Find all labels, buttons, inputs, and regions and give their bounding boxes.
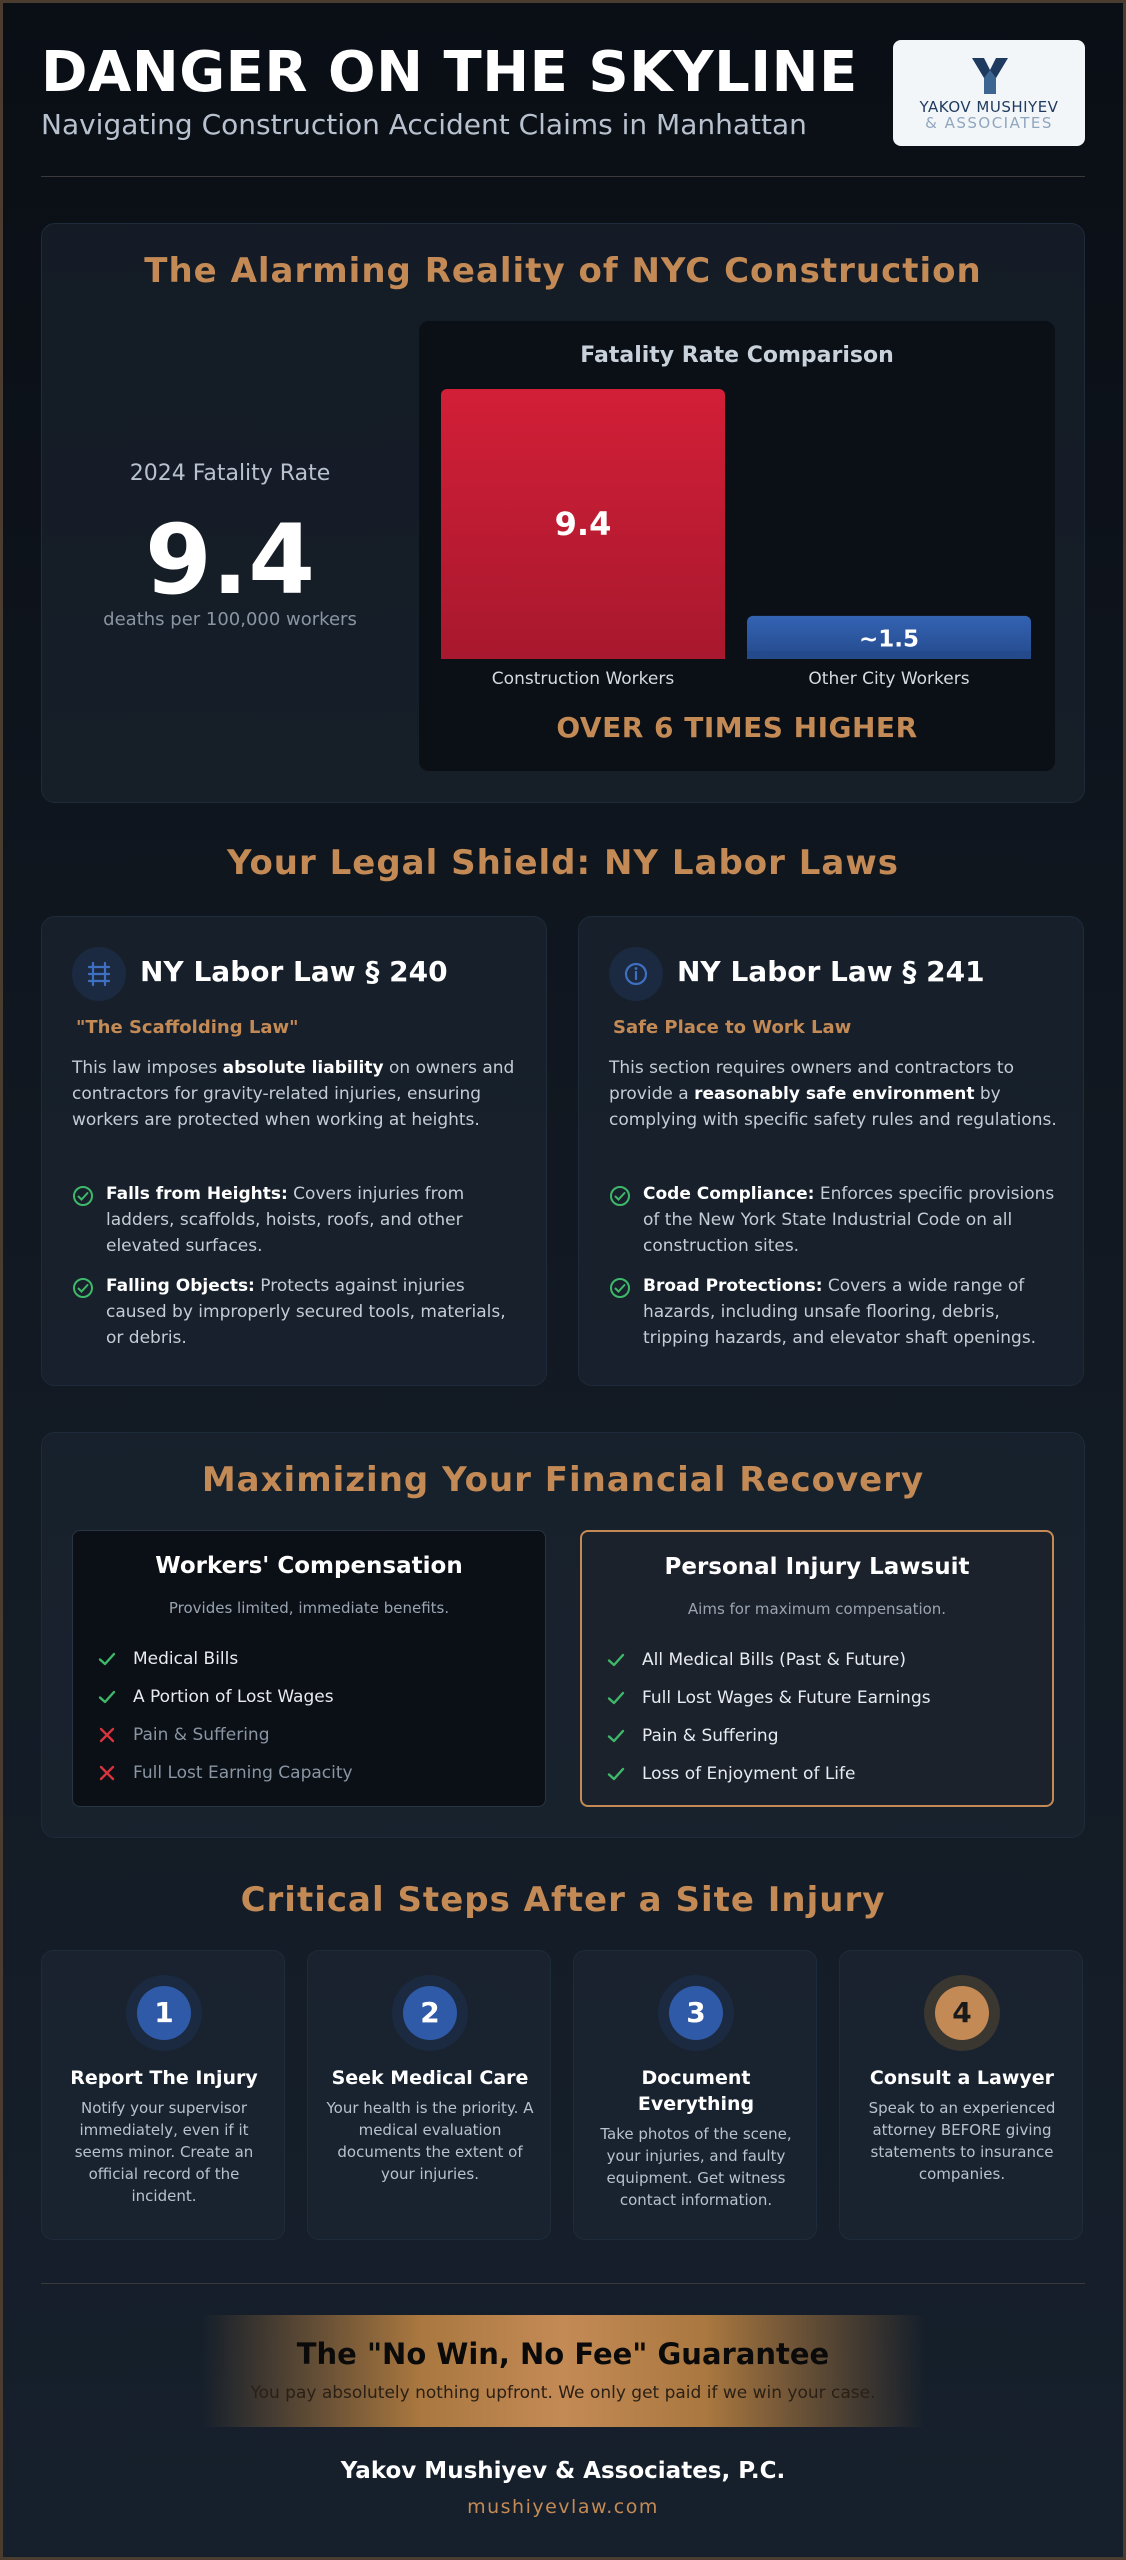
step-2-desc: Your health is the priority. A medical evaluation documents the extent of your injuries. [326,2099,534,2183]
reality-section [41,223,1085,803]
law-241-body-bold: reasonably safe environment [694,1084,975,1104]
check-icon [606,1726,626,1746]
check-circle-icon [72,1277,94,1299]
footer-firm-name: Yakov Mushiyev & Associates, P.C. [340,2458,786,2484]
law-241-body-post: by complying with specific safety rules and regulations. [609,1084,1057,1130]
category-label-2: Other City Workers [808,669,970,689]
check-circle-icon [609,1277,631,1299]
logo-name: YAKOV MUSHIYEV [919,98,1059,116]
workers-comp-title: Workers' Compensation [155,1553,463,1579]
guarantee-title: The "No Win, No Fee" Guarantee [296,2337,830,2371]
personal-injury-title: Personal Injury Lawsuit [664,1554,970,1580]
step-3-ring [658,1975,734,2051]
page-subtitle: Navigating Construction Accident Claims in Manhattan [41,108,807,141]
step-card-1 [41,1950,285,2240]
step-1-title: Report The Injury [70,2067,258,2089]
law-241-subtitle: Safe Place to Work Law [613,1017,852,1038]
step-2-title: Seek Medical Care [331,2067,529,2089]
header-divider [41,176,1085,177]
wc-item-3 [97,1723,527,1747]
check-icon [606,1650,626,1670]
bullet-lead: Falls from Heights: [106,1184,288,1204]
bullet-text: Covers a wide range of hazards, including unsafe flooring, debris, tripping hazards, and elevator shaft openings. [643,1276,1037,1348]
stat-value: 9.4 [144,504,316,616]
bar-2-value-label: ~1.5 [858,626,920,653]
page-title: DANGER ON THE SKYLINE [41,40,858,105]
step-4-ring [924,1975,1000,2051]
pi-item-label: All Medical Bills (Past & Future) [642,1650,906,1670]
wc-item-label: Pain & Suffering [133,1725,270,1745]
check-icon [606,1688,626,1708]
law-241-body [609,1055,1065,1133]
law-240-title: NY Labor Law § 240 [140,955,448,988]
wc-item-4 [97,1761,527,1785]
law-card-241 [578,916,1084,1386]
cross-icon [97,1725,117,1745]
bullet-lead: Code Compliance: [643,1184,815,1204]
law-240-body-post: on owners and contractors for gravity-related injuries, ensuring workers are protected when working at heights. [72,1058,515,1130]
law-241-body-pre: This section requires owners and contractors to provide a [609,1058,1014,1104]
law-card-240 [41,916,547,1386]
law-240-body-pre: This law imposes [72,1058,223,1078]
step-1-number: 1 [137,1986,191,2040]
step-4-number: 4 [935,1986,989,2040]
laws-title: Your Legal Shield: NY Labor Laws [226,843,900,883]
chart-canvas [419,321,1055,771]
check-icon [97,1687,117,1707]
chart-title: Fatality Rate Comparison [580,343,894,368]
bar-1-base [441,651,725,659]
logo-y-icon [970,56,1010,96]
bullet-lead: Broad Protections: [643,1276,823,1296]
law-240-bullet-2-text [106,1273,528,1351]
guarantee-text: You pay absolutely nothing upfront. We only get paid if we win your case. [250,2383,876,2403]
step-2-ring [392,1975,468,2051]
step-3-desc: Take photos of the scene, your injuries, and faulty equipment. Get witness contact information. [600,2125,792,2209]
pi-item-2 [606,1686,1036,1710]
law-241-bullet-1-text [643,1181,1065,1259]
step-1-ring [126,1975,202,2051]
bullet-text: Covers injuries from ladders, scaffolds, hoists, roofs, and other elevated surfaces. [106,1184,465,1256]
stat-label: 2024 Fatality Rate [129,461,331,486]
pi-item-label: Loss of Enjoyment of Life [642,1764,856,1784]
check-icon [97,1649,117,1669]
chart-note: OVER 6 TIMES HIGHER [556,711,918,744]
footer-divider [41,2283,1085,2284]
footer-website-link[interactable]: mushiyevlaw.com [467,2496,659,2518]
step-3-title: Document Everything [637,2067,755,2115]
guarantee-banner [201,2315,925,2427]
pi-item-label: Pain & Suffering [642,1726,779,1746]
law-240-body-bold: absolute liability [222,1058,384,1078]
wc-item-2 [97,1685,527,1709]
step-1-desc: Notify your supervisor immediately, even if it seems minor. Create an official record of the incident. [74,2099,254,2205]
law-241-bullet-2-text [643,1273,1065,1351]
law-241-title: NY Labor Law § 241 [677,955,985,988]
reality-title: The Alarming Reality of NYC Construction [144,251,982,291]
law-240-bullet-1-text [106,1181,528,1259]
law-240-subtitle: "The Scaffolding Law" [76,1017,299,1038]
bullet-lead: Falling Objects: [106,1276,255,1296]
info-icon [609,947,663,1001]
bullet-text: Protects against injuries caused by improperly secured tools, materials, or debris. [106,1276,506,1348]
check-icon [606,1764,626,1784]
step-4-title: Consult a Lawyer [869,2067,1055,2089]
step-card-2 [307,1950,551,2240]
personal-injury-desc: Aims for maximum compensation. [687,1600,947,1618]
wc-item-label: Medical Bills [133,1649,239,1669]
personal-injury-box [580,1530,1054,1807]
step-2-number: 2 [403,1986,457,2040]
pi-item-4 [606,1762,1036,1786]
pi-item-label: Full Lost Wages & Future Earnings [642,1688,931,1708]
recovery-section [41,1432,1085,1838]
pi-item-1 [606,1648,1036,1672]
steps-title: Critical Steps After a Site Injury [240,1880,886,1920]
cross-icon [97,1763,117,1783]
bar-1-value-label: 9.4 [554,505,612,543]
header [41,40,1085,150]
pi-item-3 [606,1724,1036,1748]
stat-unit: deaths per 100,000 workers [103,609,357,630]
workers-comp-desc: Provides limited, immediate benefits. [168,1599,450,1617]
step-3-number: 3 [669,1986,723,2040]
law-240-body [72,1055,528,1133]
wc-item-1 [97,1647,527,1671]
step-card-3 [573,1950,817,2240]
wc-item-label: A Portion of Lost Wages [133,1687,334,1707]
recovery-title: Maximizing Your Financial Recovery [201,1460,925,1500]
wc-item-label: Full Lost Earning Capacity [133,1763,353,1783]
check-circle-icon [609,1185,631,1207]
workers-comp-box [72,1530,546,1807]
fatality-chart [419,321,1055,771]
bullet-text: Enforces specific provisions of the New York State Industrial Code on all construction sites. [643,1184,1055,1256]
category-label-1: Construction Workers [491,669,675,689]
check-circle-icon [72,1185,94,1207]
scaffold-icon [72,947,126,1001]
step-card-4 [839,1950,1083,2240]
step-4-desc: Speak to an experienced attorney BEFORE giving statements to insurance companies. [868,2099,1056,2183]
logo-suffix: & ASSOCIATES [925,114,1053,132]
firm-logo[interactable] [893,40,1085,146]
